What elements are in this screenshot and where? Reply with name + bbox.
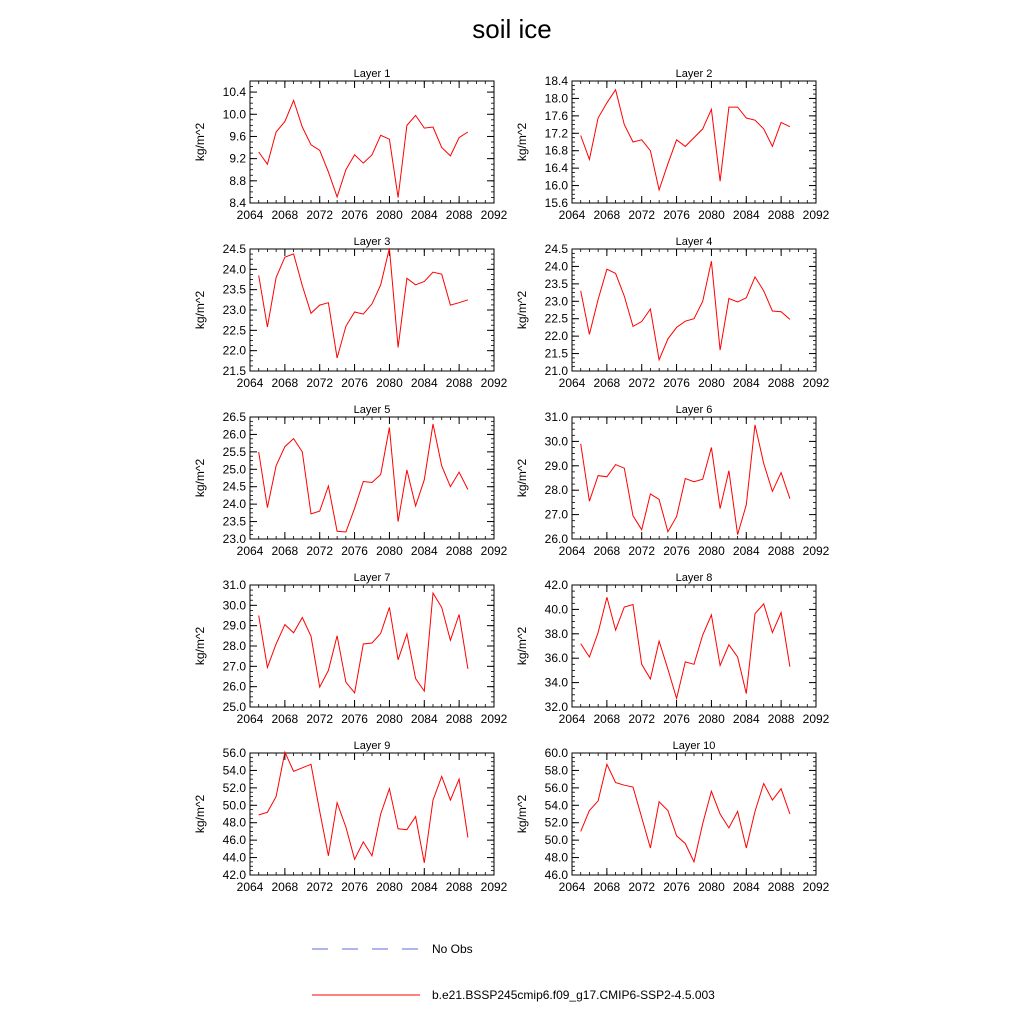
y-tick-label: 29.0 (222, 618, 246, 633)
x-tick-label: 2088 (445, 376, 473, 390)
panel-title: Layer 6 (675, 404, 713, 416)
x-tick-label: 2072 (628, 712, 656, 726)
x-tick-label: 2064 (236, 376, 264, 390)
y-tick-label: 15.6 (544, 196, 568, 210)
panel-layer-3 (193, 236, 508, 390)
y-tick-label: 22.5 (544, 311, 568, 326)
x-tick-label: 2064 (558, 376, 586, 390)
y-tick-label: 60.0 (544, 746, 568, 760)
y-tick-label: 52.0 (544, 815, 568, 830)
panel-layer-9 (193, 740, 508, 894)
x-tick-label: 2092 (480, 712, 508, 726)
x-tick-label: 2064 (236, 208, 264, 222)
legend-label: b.e21.BSSP245cmip6.f09_g17.CMIP6-SSP2-4.5.003 (432, 988, 715, 1002)
y-tick-label: 56.0 (222, 746, 246, 760)
y-tick-label: 24.0 (222, 497, 246, 512)
x-tick-label: 2072 (306, 712, 334, 726)
y-tick-label: 16.0 (544, 178, 568, 193)
y-axis-label: kg/m^2 (515, 794, 529, 834)
plot-frame (250, 417, 494, 539)
x-tick-label: 2072 (628, 880, 656, 894)
x-tick-label: 2088 (445, 880, 473, 894)
y-tick-label: 27.0 (544, 507, 568, 522)
x-tick-label: 2076 (663, 880, 690, 894)
x-tick-label: 2092 (802, 712, 830, 726)
y-tick-label: 9.2 (229, 151, 246, 166)
x-tick-label: 2076 (663, 712, 690, 726)
x-tick-label: 2088 (445, 544, 473, 558)
series-line (581, 261, 790, 360)
panel-layer-1 (193, 68, 508, 222)
y-tick-label: 26.0 (544, 532, 568, 546)
x-tick-label: 2072 (306, 880, 334, 894)
x-tick-label: 2092 (480, 208, 508, 222)
series-line (259, 248, 468, 358)
x-tick-label: 2080 (376, 880, 403, 894)
y-tick-label: 21.0 (544, 364, 568, 378)
panel-title: Layer 5 (353, 404, 391, 416)
panel-title: Layer 4 (675, 236, 713, 248)
y-tick-label: 56.0 (544, 780, 568, 795)
y-tick-label: 48.0 (544, 850, 568, 865)
x-tick-label: 2068 (271, 880, 299, 894)
y-tick-label: 32.0 (544, 700, 568, 714)
y-tick-label: 24.5 (222, 479, 246, 494)
y-tick-label: 9.6 (229, 129, 246, 144)
y-axis-label: kg/m^2 (515, 458, 529, 498)
x-tick-label: 2080 (698, 880, 725, 894)
x-tick-label: 2068 (271, 712, 299, 726)
x-tick-label: 2064 (236, 712, 264, 726)
panel-title: Layer 9 (353, 740, 391, 752)
panel-title: Layer 2 (675, 68, 713, 80)
x-tick-label: 2092 (480, 880, 508, 894)
y-tick-label: 21.5 (222, 364, 246, 378)
y-tick-label: 31.0 (222, 578, 246, 592)
x-tick-label: 2068 (271, 544, 299, 558)
x-tick-label: 2088 (767, 544, 795, 558)
x-tick-label: 2080 (698, 376, 725, 390)
x-tick-label: 2072 (306, 376, 334, 390)
x-tick-label: 2084 (410, 544, 438, 558)
plot-frame (572, 753, 816, 875)
y-axis-label: kg/m^2 (515, 626, 529, 666)
x-tick-label: 2084 (732, 208, 760, 222)
x-tick-label: 2088 (767, 880, 795, 894)
y-tick-label: 50.0 (222, 798, 246, 813)
y-tick-label: 24.5 (222, 242, 246, 256)
x-tick-label: 2068 (593, 712, 621, 726)
y-tick-label: 18.0 (544, 91, 568, 106)
y-tick-label: 48.0 (222, 815, 246, 830)
y-tick-label: 24.0 (544, 259, 568, 274)
y-tick-label: 34.0 (544, 675, 568, 690)
y-tick-label: 44.0 (222, 850, 246, 865)
x-tick-label: 2076 (341, 544, 368, 558)
panel-title: Layer 10 (672, 740, 716, 752)
y-tick-label: 23.5 (544, 276, 568, 291)
y-tick-label: 21.5 (544, 346, 568, 361)
y-tick-label: 25.5 (222, 444, 246, 459)
y-tick-label: 10.0 (222, 107, 246, 122)
x-tick-label: 2088 (767, 376, 795, 390)
panel-title: Layer 7 (353, 572, 391, 584)
x-tick-label: 2064 (236, 880, 264, 894)
y-tick-label: 54.0 (544, 798, 568, 813)
x-tick-label: 2064 (558, 880, 586, 894)
panel-layer-8 (515, 572, 830, 726)
y-tick-label: 8.8 (229, 173, 246, 188)
x-tick-label: 2068 (271, 376, 299, 390)
x-tick-label: 2064 (558, 208, 586, 222)
legend (312, 942, 715, 1002)
y-tick-label: 23.5 (222, 282, 246, 297)
y-tick-label: 36.0 (544, 651, 568, 666)
panel-layer-5 (193, 404, 508, 558)
x-tick-label: 2084 (732, 544, 760, 558)
x-tick-label: 2080 (376, 712, 403, 726)
y-tick-label: 23.0 (222, 303, 246, 317)
x-tick-label: 2068 (593, 880, 621, 894)
y-tick-label: 42.0 (544, 578, 568, 592)
x-tick-label: 2072 (628, 208, 656, 222)
x-tick-label: 2076 (341, 712, 368, 726)
x-tick-label: 2080 (376, 544, 403, 558)
x-tick-label: 2084 (732, 376, 760, 390)
x-tick-label: 2072 (628, 376, 656, 390)
series-line (259, 100, 468, 197)
plot-frame (250, 249, 494, 371)
y-tick-label: 26.5 (222, 410, 246, 424)
y-tick-label: 22.5 (222, 323, 246, 338)
x-tick-label: 2088 (767, 712, 795, 726)
y-tick-label: 17.2 (544, 126, 568, 141)
y-tick-label: 28.0 (222, 639, 246, 653)
x-tick-label: 2064 (558, 544, 586, 558)
x-tick-label: 2088 (767, 208, 795, 222)
x-tick-label: 2084 (410, 712, 438, 726)
x-tick-label: 2068 (271, 208, 299, 222)
series-line (259, 593, 468, 693)
plot-frame (572, 417, 816, 539)
x-tick-label: 2072 (306, 544, 334, 558)
x-tick-label: 2076 (341, 208, 368, 222)
y-axis-label: kg/m^2 (193, 794, 207, 834)
series-line (581, 597, 790, 698)
y-tick-label: 18.4 (544, 74, 568, 88)
panel-title: Layer 8 (675, 572, 713, 584)
x-tick-label: 2072 (306, 208, 334, 222)
y-axis-label: kg/m^2 (193, 290, 207, 330)
x-tick-label: 2084 (410, 880, 438, 894)
x-tick-label: 2084 (732, 712, 760, 726)
y-tick-label: 17.6 (544, 108, 568, 123)
y-tick-label: 16.4 (544, 161, 568, 176)
y-axis-label: kg/m^2 (515, 122, 529, 162)
y-tick-label: 54.0 (222, 763, 246, 778)
y-axis-label: kg/m^2 (193, 122, 207, 162)
panel-title: Layer 1 (353, 68, 391, 80)
panel-title: Layer 3 (353, 236, 391, 248)
x-tick-label: 2076 (663, 376, 690, 390)
x-tick-label: 2092 (480, 544, 508, 558)
x-tick-label: 2076 (663, 208, 690, 222)
x-tick-label: 2068 (593, 544, 621, 558)
panel-layer-10 (515, 740, 830, 894)
x-tick-label: 2080 (698, 712, 725, 726)
x-tick-label: 2084 (410, 208, 438, 222)
y-tick-label: 50.0 (544, 833, 568, 848)
y-tick-label: 46.0 (222, 833, 246, 848)
y-tick-label: 31.0 (544, 410, 568, 424)
y-axis-label: kg/m^2 (515, 290, 529, 330)
y-tick-label: 16.8 (544, 143, 568, 158)
x-tick-label: 2092 (802, 544, 830, 558)
x-tick-label: 2076 (341, 376, 368, 390)
panel-layer-4 (515, 236, 830, 390)
x-tick-label: 2072 (628, 544, 656, 558)
y-tick-label: 27.0 (222, 659, 246, 674)
y-tick-label: 40.0 (544, 602, 568, 617)
y-tick-label: 23.0 (222, 532, 246, 546)
y-tick-label: 29.0 (544, 458, 568, 473)
x-tick-label: 2092 (802, 880, 830, 894)
y-tick-label: 10.4 (222, 85, 246, 100)
series-line (259, 424, 468, 532)
y-tick-label: 25.0 (222, 700, 246, 714)
x-tick-label: 2080 (698, 208, 725, 222)
x-tick-label: 2088 (445, 208, 473, 222)
y-tick-label: 52.0 (222, 780, 246, 795)
x-tick-label: 2064 (558, 712, 586, 726)
x-tick-label: 2080 (698, 544, 725, 558)
legend-label: No Obs (432, 942, 473, 956)
y-tick-label: 46.0 (544, 868, 568, 882)
y-tick-label: 23.0 (544, 294, 568, 309)
y-tick-label: 30.0 (544, 434, 568, 449)
panel-layer-2 (515, 68, 830, 222)
y-tick-label: 28.0 (544, 483, 568, 498)
y-tick-label: 58.0 (544, 763, 568, 778)
x-tick-label: 2092 (802, 376, 830, 390)
series-line (259, 752, 468, 863)
y-axis-label: kg/m^2 (193, 626, 207, 666)
y-tick-label: 22.0 (544, 329, 568, 344)
y-tick-label: 22.0 (222, 343, 246, 358)
figure-title: soil ice (472, 14, 552, 44)
y-tick-label: 26.0 (222, 679, 246, 694)
x-tick-label: 2068 (593, 376, 621, 390)
x-tick-label: 2076 (341, 880, 368, 894)
y-axis-label: kg/m^2 (193, 458, 207, 498)
y-tick-label: 42.0 (222, 868, 246, 882)
series-line (581, 764, 790, 862)
x-tick-label: 2084 (410, 376, 438, 390)
plot-frame (572, 81, 816, 203)
x-tick-label: 2064 (236, 544, 264, 558)
y-tick-label: 38.0 (544, 626, 568, 641)
panel-layer-6 (515, 404, 830, 558)
y-tick-label: 23.5 (222, 514, 246, 529)
y-tick-label: 8.4 (229, 196, 246, 210)
series-line (581, 90, 790, 190)
x-tick-label: 2080 (376, 208, 403, 222)
x-tick-label: 2092 (802, 208, 830, 222)
x-tick-label: 2080 (376, 376, 403, 390)
plot-frame (250, 585, 494, 707)
y-tick-label: 24.5 (544, 242, 568, 256)
x-tick-label: 2084 (732, 880, 760, 894)
plot-frame (572, 249, 816, 371)
y-tick-label: 25.0 (222, 462, 246, 477)
y-tick-label: 26.0 (222, 427, 246, 442)
y-tick-label: 30.0 (222, 598, 246, 613)
x-tick-label: 2068 (593, 208, 621, 222)
y-tick-label: 24.0 (222, 262, 246, 277)
series-line (581, 425, 790, 535)
panel-layer-7 (193, 572, 508, 726)
x-tick-label: 2076 (663, 544, 690, 558)
x-tick-label: 2092 (480, 376, 508, 390)
x-tick-label: 2088 (445, 712, 473, 726)
